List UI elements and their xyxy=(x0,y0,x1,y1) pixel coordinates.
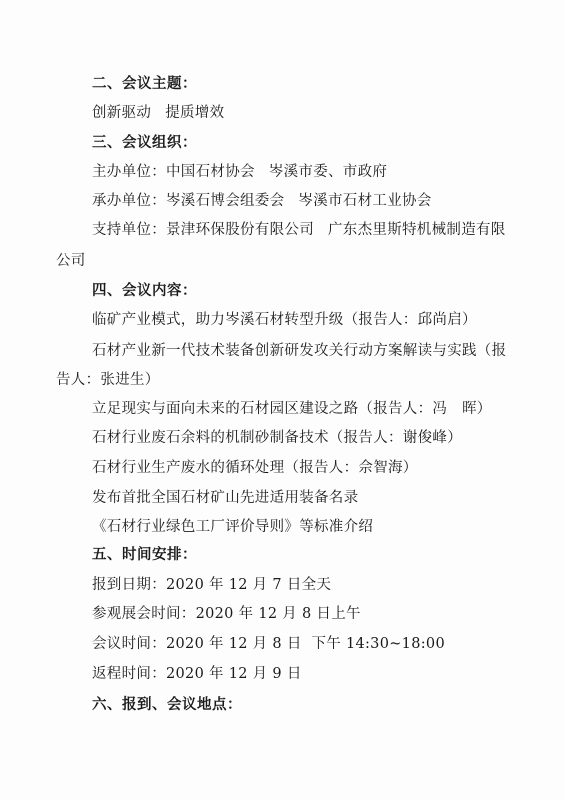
host-label: 主办单位： xyxy=(92,164,166,180)
support-label: 支持单位： xyxy=(92,222,166,238)
checkin-date: 报到日期：2020 年 12 月 7 日全天 xyxy=(92,577,332,593)
meeting-theme xyxy=(92,103,224,123)
section-5-heading: 五、时间安排： xyxy=(92,547,197,563)
visit-time: 参观展会时间：2020 年 12 月 8 日上午 xyxy=(92,606,361,622)
content-item-6: 发布首批全国石材矿山先进适用装备名录 xyxy=(92,490,359,506)
theme-part-b: 提质增效 xyxy=(165,105,225,121)
content-item-1: 临矿产业模式，助力岑溪石材转型升级（报告人：邱尚启） xyxy=(92,312,477,328)
content-item-2-line-2: 告人：张进生） xyxy=(56,372,160,388)
section-2-heading: 二、会议主题： xyxy=(92,76,197,92)
host-unit-line xyxy=(92,162,387,182)
meeting-time: 会议时间：2020 年 12 月 8 日 下午 14:30~18:00 xyxy=(92,636,445,652)
host-b: 岑溪市委、市政府 xyxy=(268,164,388,180)
support-a: 景津环保股份有限公司 xyxy=(166,222,314,238)
return-time: 返程时间：2020 年 12 月 9 日 xyxy=(92,666,302,682)
support-unit-line xyxy=(92,220,506,240)
organizer-label: 承办单位： xyxy=(92,193,166,209)
content-item-4: 石材行业废石余料的机制砂制备技术（报告人：谢俊峰） xyxy=(92,430,462,446)
content-item-2-line-1: 石材产业新一代技术装备创新研发攻关行动方案解读与实践（报 xyxy=(92,343,507,359)
theme-part-a: 创新驱动 xyxy=(92,105,152,121)
organizer-b: 岑溪市石材工业协会 xyxy=(298,193,432,209)
content-item-3: 立足现实与面向未来的石材园区建设之路（报告人：冯 晖） xyxy=(92,401,492,417)
host-a: 中国石材协会 xyxy=(166,164,255,180)
support-unit-continuation: 公司 xyxy=(56,253,86,269)
organizer-unit-line xyxy=(92,191,432,211)
section-4-heading: 四、会议内容： xyxy=(92,283,197,299)
content-item-5: 石材行业生产废水的循环处理（报告人：佘智海） xyxy=(92,460,418,476)
support-b: 广东杰里斯特机械制造有限 xyxy=(328,222,506,238)
section-3-heading: 三、会议组织： xyxy=(92,135,197,151)
content-item-7: 《石材行业绿色工厂评价导则》等标准介绍 xyxy=(92,519,374,535)
section-6-heading: 六、报到、会议地点： xyxy=(92,697,242,713)
organizer-a: 岑溪石博会组委会 xyxy=(166,193,285,209)
